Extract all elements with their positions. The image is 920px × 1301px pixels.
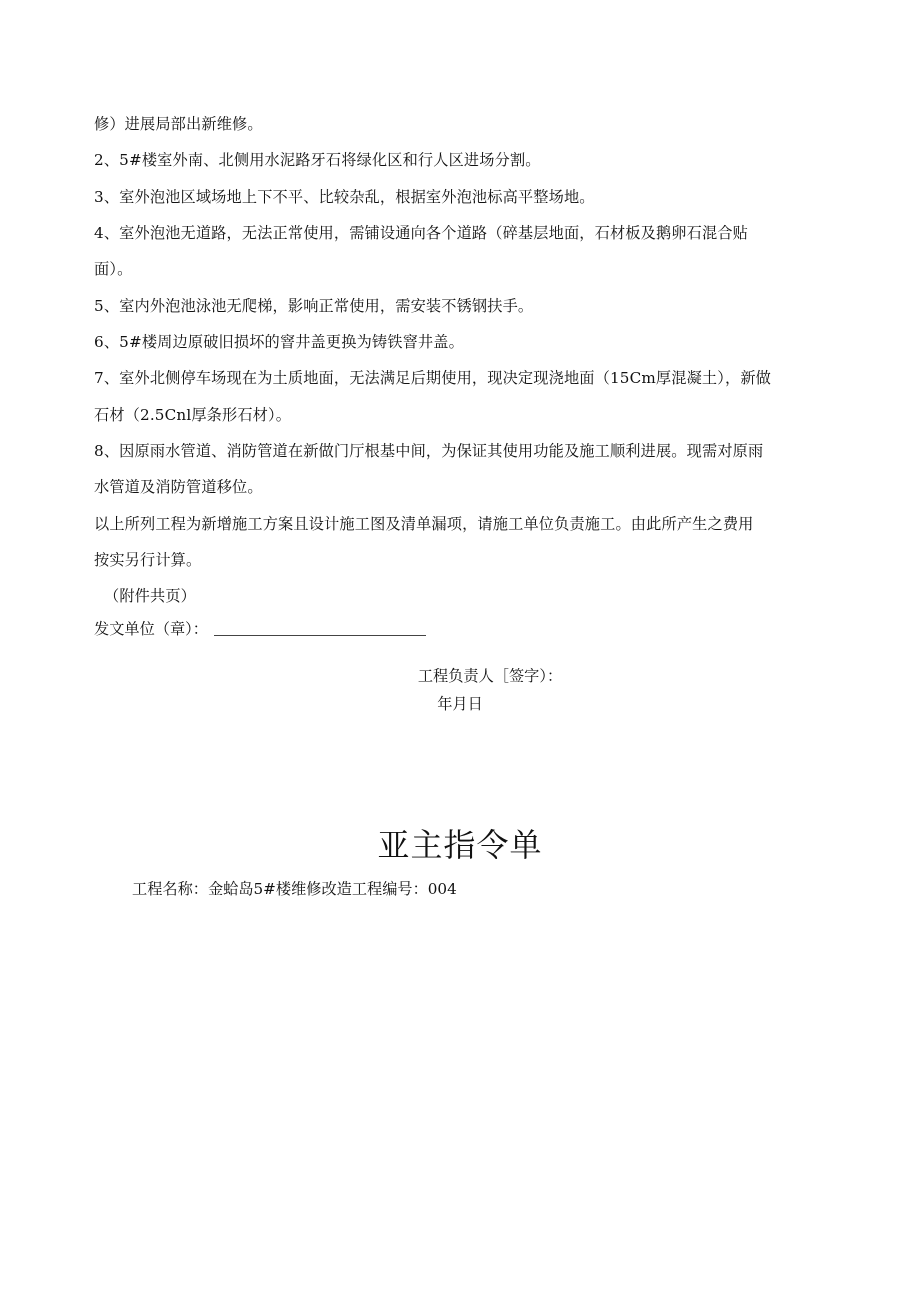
- paragraph-line: 6、5#楼周边原破旧损坏的窨井盖更换为铸铁窨井盖。: [94, 333, 464, 351]
- paragraph-line: 2、5#楼室外南、北侧用水泥路牙石将绿化区和行人区进场分割。: [94, 151, 541, 169]
- issuing-unit-row: [94, 615, 426, 639]
- paragraph-line: 石材（2.5Cnl厚条形石材）。: [94, 406, 292, 424]
- date-label: 年月日: [437, 695, 483, 713]
- paragraph-line: 7、室外北侧停车场现在为土质地面，无法满足后期使用，现决定现浇地面（15Cm厚混凝土），新做: [94, 369, 771, 387]
- paragraph-line: 水管道及消防管道移位。: [94, 478, 263, 496]
- paragraph-line: 4、室外泡池无道路，无法正常使用，需铺设通向各个道路（碎基层地面，石材板及鹅卵石混合贴: [94, 224, 748, 242]
- paragraph-line: 面）。: [94, 260, 133, 278]
- paragraph-line: 修）进展局部出新维修。: [94, 115, 263, 133]
- paragraph-line: 以上所列工程为新增施工方案且设计施工图及清单漏项，请施工单位负责施工。由此所产生之费用: [94, 515, 754, 533]
- paragraph-line: 按实另行计算。: [94, 551, 202, 569]
- paragraph-line: 3、室外泡池区域场地上下不平、比较杂乱，根据室外泡池标高平整场地。: [94, 188, 595, 206]
- page-title: 亚主指令单: [377, 826, 543, 864]
- attachment-note: （附件共页）: [104, 587, 197, 605]
- paragraph-line: 5、室内外泡池泳池无爬梯，影响正常使用，需安装不锈钢扶手。: [94, 297, 534, 315]
- project-info: 工程名称：金蛤岛5#楼维修改造工程编号：004: [132, 880, 457, 898]
- issuing-unit-label: 发文单位（章）：: [94, 620, 208, 638]
- responsible-person-label: 工程负责人［签字）：: [417, 667, 563, 685]
- issuing-unit-blank: [214, 619, 426, 636]
- paragraph-line: 8、因原雨水管道、消防管道在新做门厅根基中间，为保证其使用功能及施工顺利进展。现需对原雨: [94, 442, 764, 460]
